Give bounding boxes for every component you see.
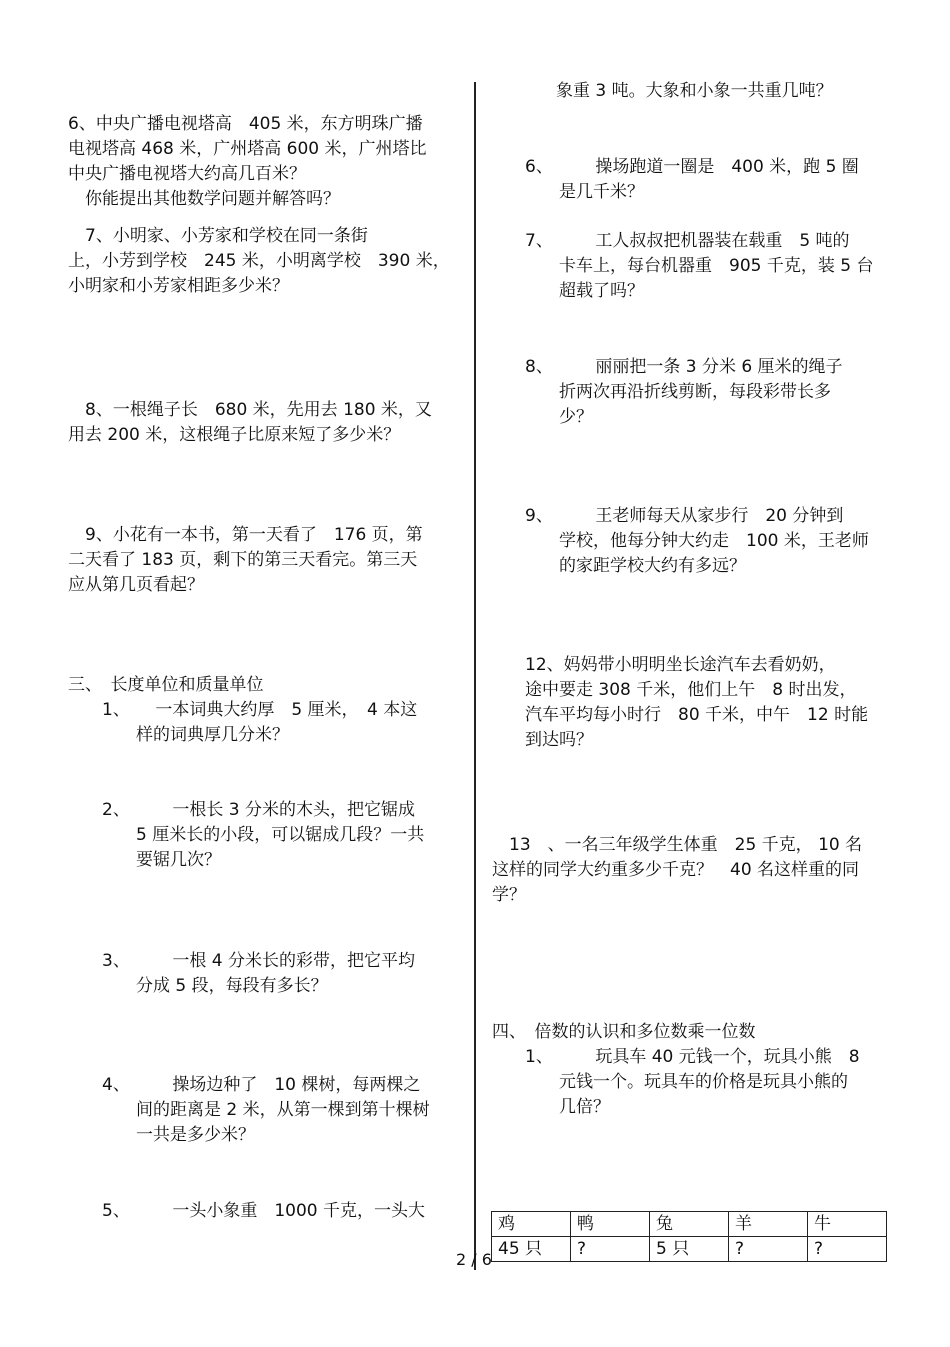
section-3-problem-13	[492, 833, 862, 908]
text-line: 12、妈妈带小明明坐长途汽车去看奶奶，	[525, 655, 836, 675]
text-line: 要锯几次？	[102, 850, 221, 870]
text-line: 折两次再沿折线剪断，每段彩带长多	[525, 382, 831, 402]
text-line: 1、 玩具车 40 元钱一个，玩具小熊 8	[525, 1047, 860, 1067]
text-line: 应从第几页看起？	[68, 575, 204, 595]
text-line: 5 厘米长的小段，可以锯成几段？一共	[102, 825, 425, 845]
text-line: 分成 5 段，每段有多长？	[102, 976, 328, 996]
text-line: 途中要走 308 千米，他们上午 8 时出发，	[525, 680, 857, 700]
text-line: 9、 王老师每天从家步行 20 分钟到	[525, 506, 844, 526]
section-3-problem-1	[102, 698, 417, 748]
table-cell: 兔	[650, 1212, 729, 1237]
text-line: 学？	[492, 885, 526, 905]
text-line: 的家距学校大约有多远？	[525, 556, 746, 576]
text-line: 8、一根绳子长 680 米，先用去 180 米，又	[68, 400, 432, 420]
table-cell: ?	[571, 1237, 650, 1262]
text-line: 电视塔高 468 米，广州塔高 600 米，广州塔比	[68, 139, 427, 159]
column-divider	[474, 82, 476, 1270]
table-cell: 牛	[808, 1212, 887, 1237]
section-3-problem-8	[525, 355, 843, 430]
text-line: 这样的同学大约重多少千克？ 40 名这样重的同	[492, 860, 860, 880]
page-number: 2 / 6	[456, 1250, 492, 1269]
problem-9	[68, 523, 423, 598]
text-line: 间的距离是 2 米，从第一棵到第十棵树	[102, 1100, 430, 1120]
section-3-problem-5-continued	[556, 79, 833, 104]
text-line: 样的词典厚几分米？	[102, 725, 289, 745]
problem-6	[68, 112, 427, 212]
text-line: 8、 丽丽把一条 3 分米 6 厘米的绳子	[525, 357, 843, 377]
text-line: 超载了吗？	[525, 281, 644, 301]
section-4-heading	[492, 1020, 756, 1045]
table-header-row	[492, 1212, 887, 1237]
text-line: 中央广播电视塔大约高几百米？	[68, 164, 306, 184]
text-line: 几倍？	[525, 1097, 610, 1117]
text-line: 你能提出其他数学问题并解答吗？	[68, 189, 340, 209]
text-line: 一共是多少米？	[102, 1125, 255, 1145]
text-line: 用去 200 米，这根绳子比原来短了多少米？	[68, 425, 401, 445]
text-line: 3、 一根 4 分米长的彩带，把它平均	[102, 951, 415, 971]
section-3-problem-3	[102, 949, 415, 999]
text-line: 元钱一个。玩具车的价格是玩具小熊的	[525, 1072, 848, 1092]
problem-8	[68, 398, 432, 448]
text-line: 卡车上，每台机器重 905 千克，装 5 台	[525, 256, 874, 276]
text-line: 汽车平均每小时行 80 千米，中午 12 时能	[525, 705, 869, 725]
text-line: 2、 一根长 3 分米的木头，把它锯成	[102, 800, 415, 820]
section-3-problem-7	[525, 229, 873, 304]
section-3-problem-2	[102, 798, 424, 873]
table-cell: 5 只	[650, 1237, 729, 1262]
text-line: 学校，他每分钟大约走 100 米，王老师	[525, 531, 869, 551]
table-cell: ?	[808, 1237, 887, 1262]
text-line: 13 、一名三年级学生体重 25 千克， 10 名	[492, 835, 863, 855]
section-3-problem-9	[525, 504, 869, 579]
section-3-heading	[68, 673, 264, 698]
text-line: 1、 一本词典大约厚 5 厘米， 4 本这	[102, 700, 418, 720]
table-cell: 鸡	[492, 1212, 571, 1237]
section-4-problem-1	[525, 1045, 860, 1120]
table-cell: ?	[729, 1237, 808, 1262]
text-line: 小明家和小芳家相距多少米？	[68, 276, 289, 296]
text-line: 上，小芳到学校 245 米，小明离学校 390 米，	[68, 251, 450, 271]
text-line: 是几千米？	[525, 182, 644, 202]
section-3-problem-6	[525, 155, 859, 205]
section-3-problem-12	[525, 653, 868, 753]
text-line: 象重 3 吨。大象和小象一共重几吨？	[556, 81, 833, 101]
problem-7	[68, 224, 450, 299]
text-line: 二天看了 183 页，剩下的第三天看完。第三天	[68, 550, 418, 570]
text-line: 6、中央广播电视塔高 405 米，东方明珠广播	[68, 114, 423, 134]
table-row	[492, 1237, 887, 1262]
section-3-problem-5	[102, 1199, 425, 1224]
text-line: 到达吗？	[525, 730, 593, 750]
text-line: 少？	[525, 407, 593, 427]
text-line: 6、 操场跑道一圈是 400 米，跑 5 圈	[525, 157, 859, 177]
table-cell: 45 只	[492, 1237, 571, 1262]
text-line: 7、小明家、小芳家和学校在同一条街	[68, 226, 368, 246]
text-line: 5、 一头小象重 1000 千克，一头大	[102, 1201, 425, 1221]
text-line: 四、 倍数的认识和多位数乘一位数	[492, 1022, 756, 1042]
text-line: 4、 操场边种了 10 棵树，每两棵之	[102, 1075, 421, 1095]
section-3-problem-4	[102, 1073, 430, 1148]
text-line: 三、 长度单位和质量单位	[68, 675, 264, 695]
animal-count-table	[491, 1211, 887, 1262]
text-line: 7、 工人叔叔把机器装在载重 5 吨的	[525, 231, 850, 251]
table-cell: 羊	[729, 1212, 808, 1237]
text-line: 9、小花有一本书，第一天看了 176 页，第	[68, 525, 423, 545]
table-cell: 鸭	[571, 1212, 650, 1237]
